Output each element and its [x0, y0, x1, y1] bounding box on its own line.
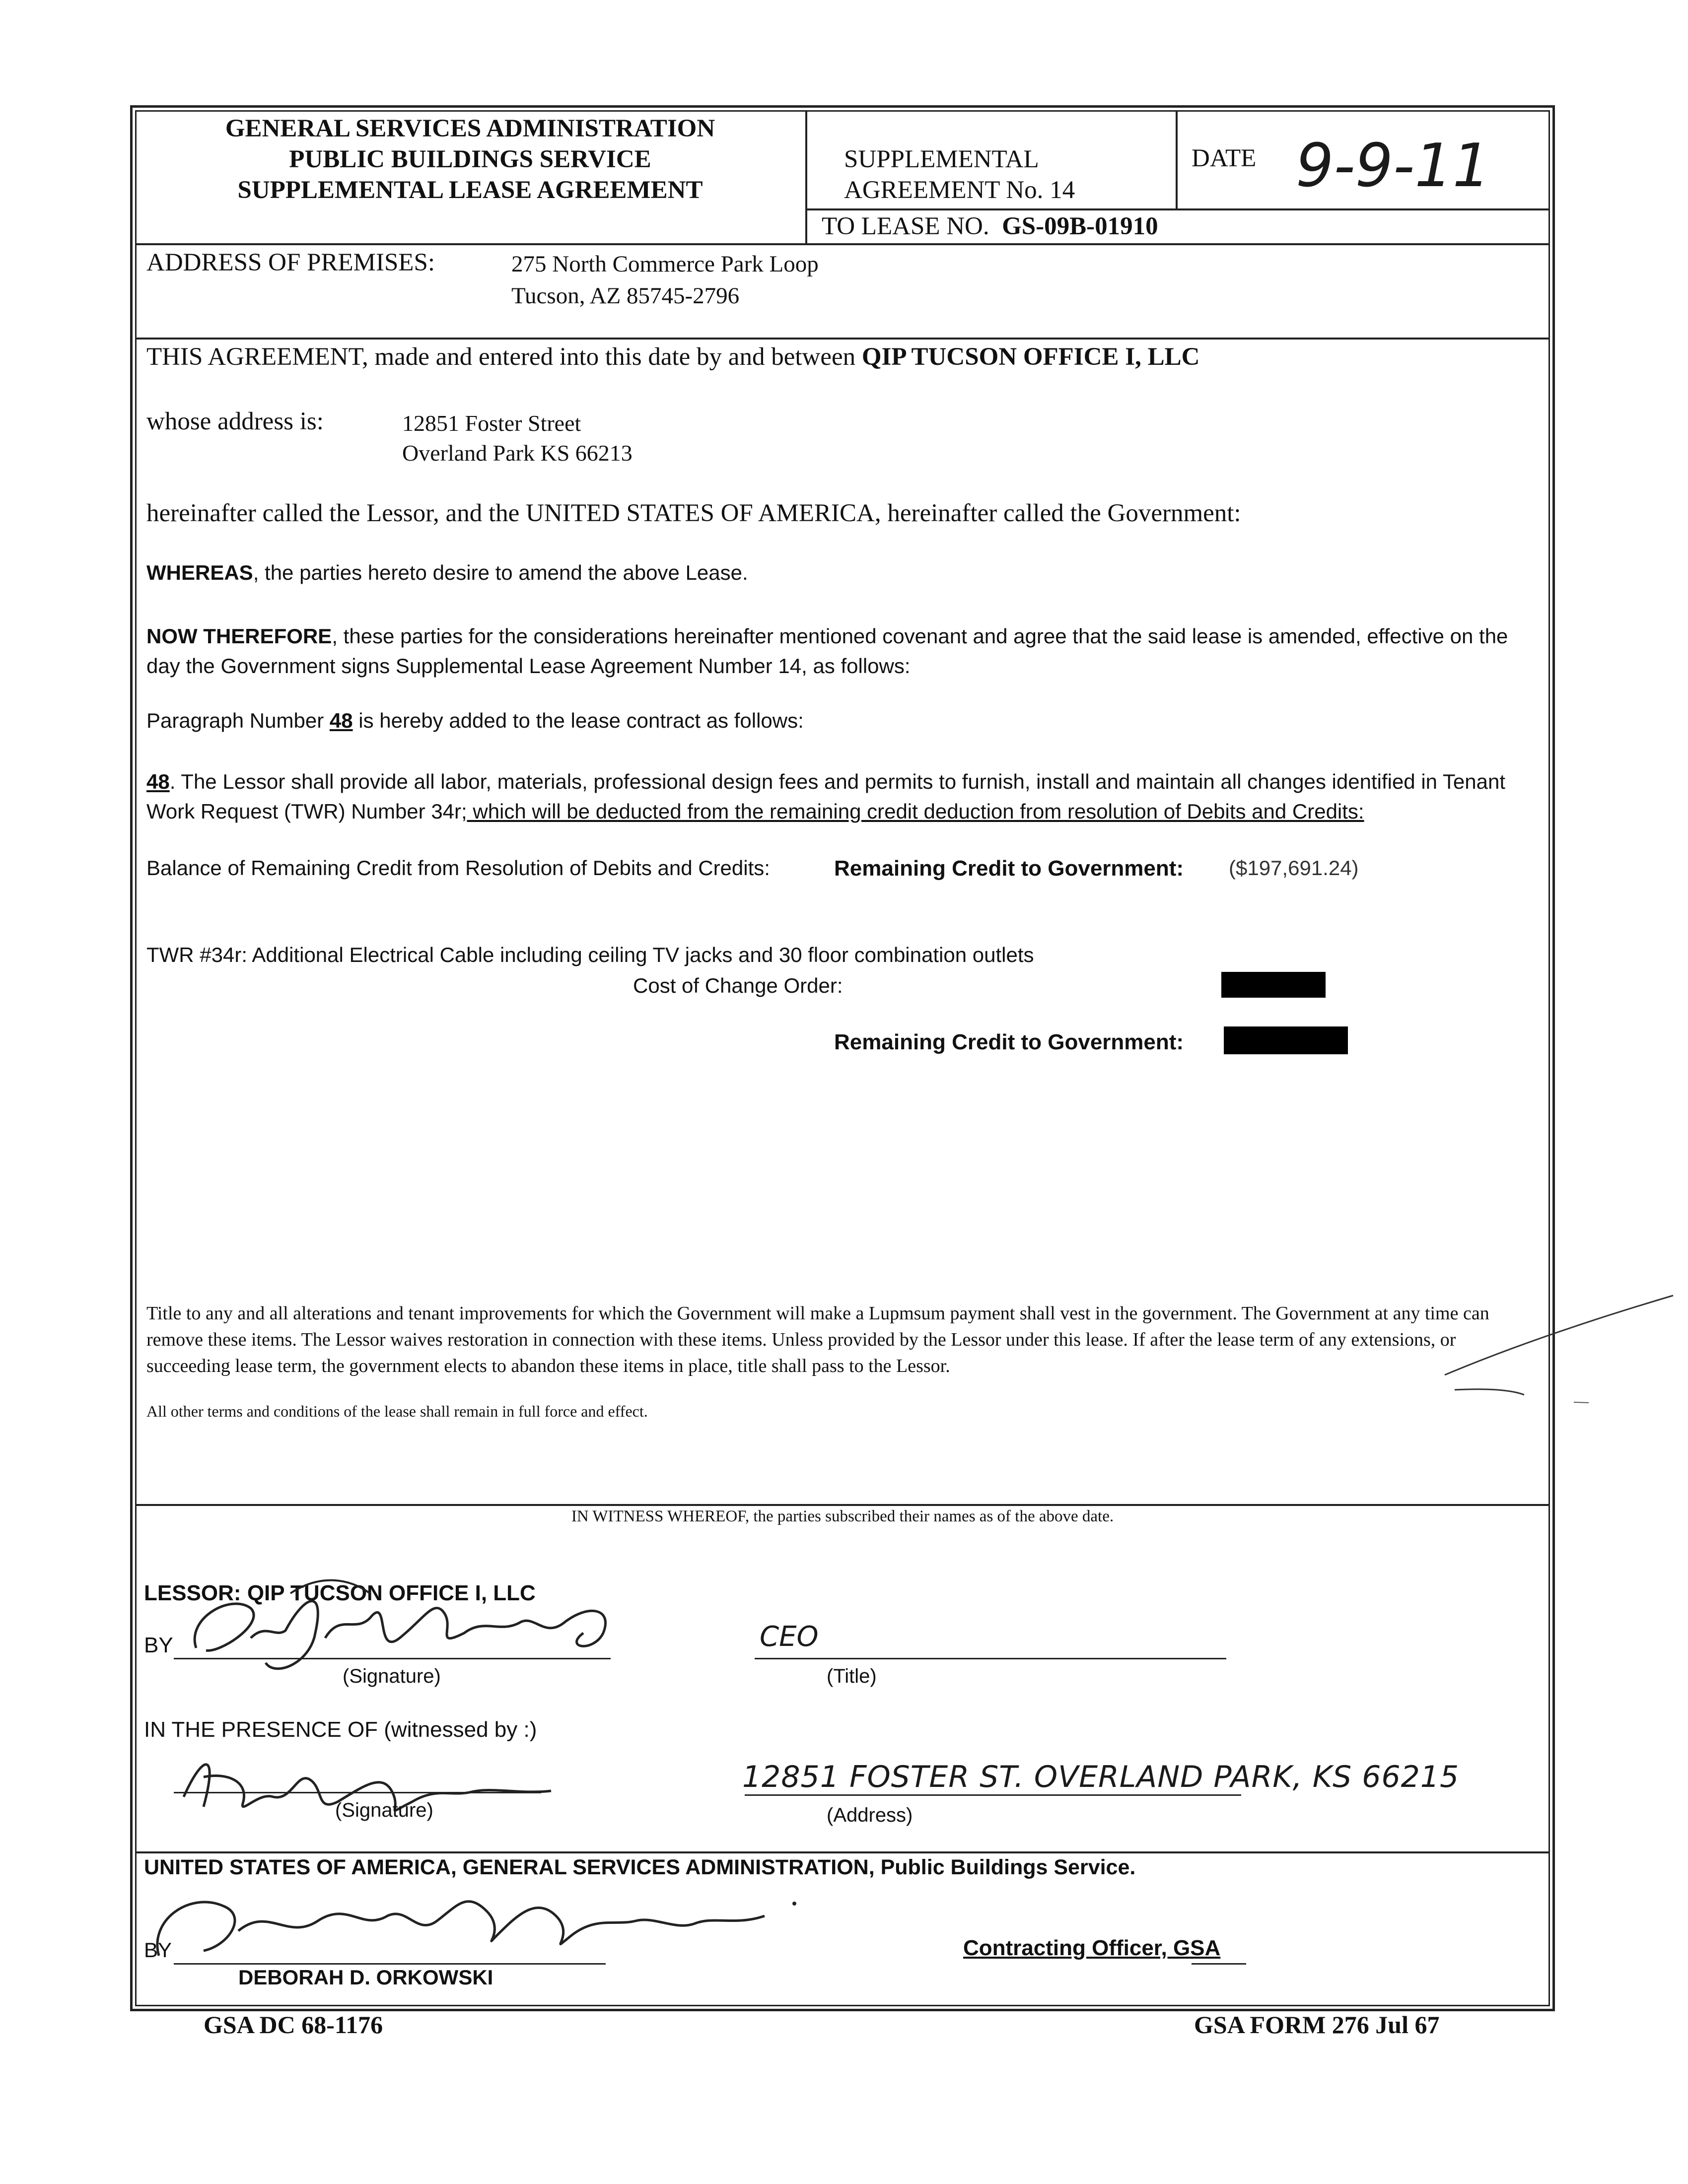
whereas-clause [146, 561, 748, 585]
paragraph-48-number: 48 [146, 770, 170, 793]
paragraph-intro-a: Paragraph Number [146, 709, 330, 732]
lessor-signature-name: QIP TUCSON OFFICE I, LLC [247, 1581, 536, 1605]
premises-rule [135, 338, 1550, 340]
by-label: BY [144, 1633, 173, 1657]
premises-label: ADDRESS OF PREMISES: [146, 249, 435, 276]
officer-title-line-tail [1192, 1963, 1246, 1965]
gov-rule [135, 1851, 1550, 1853]
officer-title: Contracting Officer, GSA [963, 1936, 1221, 1960]
lessor-title-line [755, 1658, 1226, 1659]
now-therefore-clause [146, 621, 1532, 681]
lessor-address [402, 409, 633, 468]
officer-name: DEBORAH D. ORKOWSKI [238, 1966, 493, 1989]
lease-number-label: TO LEASE NO. [822, 212, 989, 240]
witness-rule [135, 1504, 1550, 1506]
agreement-number: AGREEMENT No. 14 [844, 176, 1075, 204]
officer-signature-line [174, 1963, 606, 1965]
usa-line: UNITED STATES OF AMERICA, GENERAL SERVICES ADMINISTRATION, Public Buildings Service. [144, 1855, 1136, 1879]
twr-line: TWR #34r: Additional Electrical Cable including ceiling TV jacks and 30 floor combination outlets [146, 943, 1034, 966]
lessor-address-line-1: 12851 Foster Street [402, 410, 581, 436]
officer-signature-graphic [139, 1876, 834, 1971]
lessor-name: QIP TUCSON OFFICE I, LLC [861, 343, 1200, 371]
lessor-title-caption: (Title) [827, 1665, 877, 1687]
agency-line-2: PUBLIC BUILDINGS SERVICE [289, 145, 651, 173]
lease-number-row [822, 212, 1158, 241]
redacted-remaining-credit [1224, 1026, 1348, 1054]
agreement-intro [146, 342, 1199, 371]
lease-number-value: GS-09B-01910 [1002, 212, 1158, 240]
now-therefore-text: , these parties for the considerations hereinafter mentioned covenant and agree that the said lease is amended, effective on the day the Government signs Supplemental Lease Agreement Number 14, as follows: [146, 624, 1508, 678]
other-terms: All other terms and conditions of the lease shall remain in full force and effect. [146, 1402, 648, 1420]
whereas-text: , the parties hereto desire to amend the above Lease. [253, 561, 748, 584]
witness-signature-line [174, 1792, 541, 1793]
balance-label: Balance of Remaining Credit from Resolution of Debits and Credits: [146, 856, 770, 880]
lessor-label: LESSOR: [144, 1581, 241, 1605]
presence-label: IN THE PRESENCE OF (witnessed by :) [144, 1717, 537, 1742]
header-rule-1 [805, 208, 1550, 210]
lessor-address-label: whose address is: [146, 408, 324, 435]
supplemental-label: SUPPLEMENTAL [844, 145, 1039, 173]
paragraph-number: 48 [329, 709, 353, 732]
witness-address-value: 12851 FOSTER ST. OVERLAND PARK, KS 66215 [742, 1760, 1460, 1794]
redacted-cost [1221, 972, 1326, 998]
remaining-credit-label-2: Remaining Credit to Government: [834, 1030, 1184, 1054]
paragraph-intro [146, 709, 804, 733]
agreement-intro-text: THIS AGREEMENT, made and entered into this date by and between [146, 343, 856, 371]
agency-line-3: SUPPLEMENTAL LEASE AGREEMENT [237, 176, 703, 204]
balance-value: ($197,691.24) [1229, 856, 1359, 880]
paragraph-48 [146, 767, 1532, 826]
supplemental-agreement-box [844, 144, 1075, 205]
witness-clause: IN WITNESS WHEREOF, the parties subscribed their names as of the above date. [571, 1507, 1114, 1525]
margin-pen-mark [1440, 1291, 1678, 1430]
now-therefore-keyword: NOW THEREFORE [146, 624, 332, 648]
header-rule-2 [135, 243, 1550, 245]
header-divider-1 [805, 110, 807, 244]
header-divider-2 [1176, 110, 1178, 209]
lessor-title-value: CEO [760, 1621, 819, 1653]
paragraph-48-underlined: ; which will be deducted from the remaining credit deduction from resolution of Debits and Credits: [461, 800, 1364, 823]
date-label: DATE [1192, 144, 1257, 172]
remaining-credit-label-1: Remaining Credit to Government: [834, 856, 1184, 881]
gov-by-label: BY [144, 1938, 172, 1962]
lessor-signature-caption: (Signature) [343, 1665, 441, 1687]
witness-address-line [745, 1794, 1241, 1796]
agency-header [135, 113, 805, 205]
title-clause: Title to any and all alterations and tenant improvements for which the Government will make a Lupmsum payment shall vest in the government. The Government at any time can remove these items. The Lessor waives restoration in connection with these items. Unless provided by the Lessor under this lease. If after the lease term of any extensions, or succeeding lease term, the government elects to abandon these items in place, title shall pass to the Lessor. [146, 1303, 1489, 1376]
agency-line-1: GENERAL SERVICES ADMINISTRATION [225, 115, 715, 142]
footer-left: GSA DC 68-1176 [204, 2011, 383, 2039]
premises-line-2: Tucson, AZ 85745-2796 [511, 283, 740, 309]
paragraph-48-text: . The Lessor shall provide all labor, materials, professional design fees and permits to furnish, install and maintain all changes identified in Tenant Work Request (TWR) Number 34r [146, 770, 1506, 823]
premises-line-1: 275 North Commerce Park Loop [511, 251, 819, 277]
whereas-keyword: WHEREAS [146, 561, 253, 584]
cost-of-change-label: Cost of Change Order: [633, 974, 843, 997]
hereinafter-text: hereinafter called the Lessor, and the UNITED STATES OF AMERICA, hereinafter called the Government: [146, 499, 1241, 527]
witness-signature-caption: (Signature) [335, 1799, 433, 1821]
footer-right: GSA FORM 276 Jul 67 [1194, 2011, 1440, 2039]
premises-address [511, 248, 819, 312]
date-value: 9-9-11 [1296, 132, 1490, 201]
lessor-address-line-2: Overland Park KS 66213 [402, 440, 633, 466]
witness-address-caption: (Address) [827, 1804, 913, 1826]
paragraph-intro-b: is hereby added to the lease contract as follows: [352, 709, 804, 732]
